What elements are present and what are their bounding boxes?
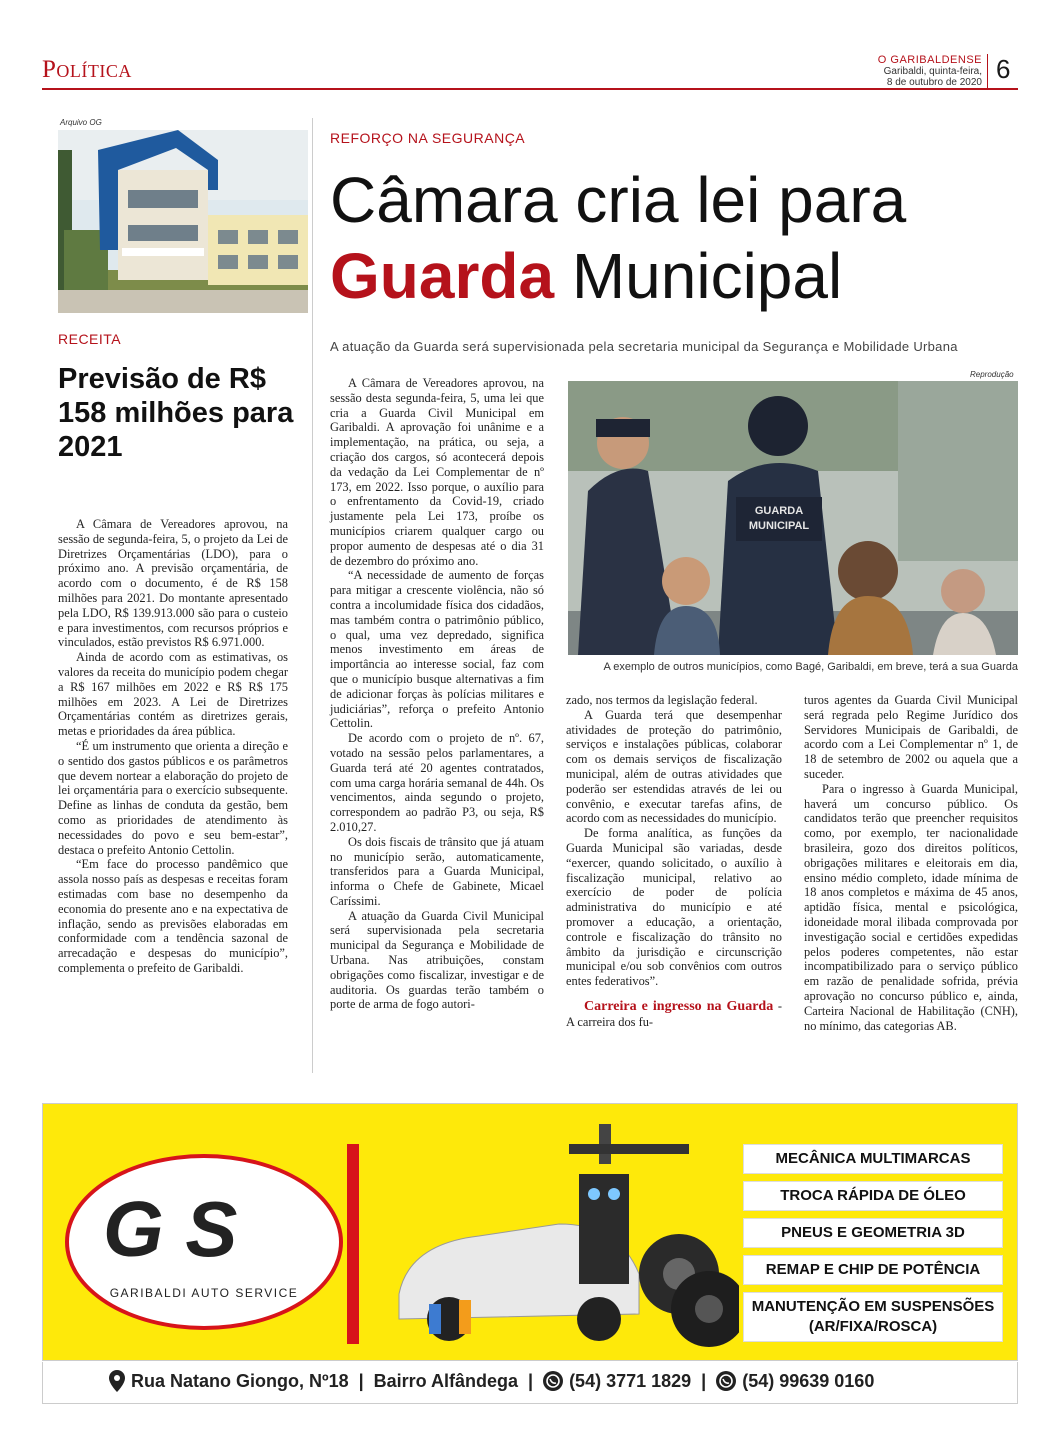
main-photo-credit: Reprodução [970, 370, 1014, 379]
newspaper-name: O GARIBALDENSE [877, 54, 982, 66]
separator: | [701, 1370, 707, 1391]
sidebar-headline: Previsão de R$ 158 milhões para 2021 [58, 363, 294, 463]
vest-text-line-1: GUARDA [754, 505, 804, 517]
article-column-2 [566, 693, 782, 1030]
headline-highlight: Guarda [330, 240, 555, 312]
ad-phone-2: (54) 99639 0160 [742, 1370, 875, 1391]
article-column-3 [804, 693, 1018, 1033]
sidebar-body [58, 517, 288, 976]
ad-logo [65, 1154, 343, 1330]
building-illustration [58, 130, 308, 313]
advertisement [42, 1103, 1018, 1361]
article-paragraph: zado, nos termos da legislação federal. [566, 693, 758, 707]
article-subtitle-tail: - A carreira dos fu- [566, 998, 782, 1029]
ad-district: Bairro Alfândega [373, 1370, 519, 1391]
article-paragraph: A Guarda terá que desempenhar atividades de proteção do patrimônio, serviços e instalações públicas, colaborar com os demais serviços de fiscalização municipal, além de outras atividades que poderão ser estendidas através de lei ou convênio, e executar tarefas afins, de acordo com as necessidades do município. [566, 707, 782, 826]
column-divider [312, 118, 313, 1073]
headline-line-2 [330, 238, 1020, 314]
article-paragraph: A atuação da Guarda Civil Municipal será supervisionada pela secretaria municipal da Segurança e Mobilidade de Urbana. Nas atribuições, constam obrigações como fiscalizar, investigar e de auditoria. Os guardas terão também o porte de arma de fogo autori- [330, 908, 544, 1012]
vest-text-line-2: MUNICIPAL [748, 520, 810, 532]
service-item-4: REMAP E CHIP DE POTÊNCIA [743, 1255, 1003, 1285]
article-subtitle: Carreira e ingresso na Guarda [584, 998, 774, 1014]
article-column-1 [330, 376, 544, 1012]
sidebar-kicker: RECEITA [58, 331, 122, 347]
article-subtitle-paragraph [566, 999, 782, 1030]
header-rule [42, 88, 1018, 90]
service-item-2: TROCA RÁPIDA DE ÓLEO [743, 1181, 1003, 1211]
service-item-5 [743, 1292, 1003, 1342]
guards-photo [568, 381, 1018, 655]
sidebar-photo-credit: Arquivo OG [60, 118, 102, 127]
page-number-divider [987, 54, 988, 88]
main-headline [330, 162, 1020, 314]
service-item-5-line-1: MANUTENÇÃO EM SUSPENSÕES [751, 1298, 995, 1315]
service-item-1: MECÂNICA MULTIMARCAS [743, 1144, 1003, 1174]
article-paragraph: “A necessidade de aumento de forças para mitigar a crescente violência, não só contra a incolumidade física dos cidadãos, mas também contra o patrimônio público, o qual, uma vez depredado, significa menos investimento em áreas de importância ao interesse social, faz com que o município busque alternativas a fim de adicionar forças às polícias militares e judiciárias”, reforça o prefeito Antonio Cettolin. [330, 568, 544, 731]
service-item-5-line-2: (AR/FIXA/ROSCA) [808, 1318, 938, 1335]
main-kicker: REFORÇO NA SEGURANÇA [330, 130, 526, 146]
article-paragraph: Os dois fiscais de trânsito que já atuam no município serão, automaticamente, transferidos para a Guarda Municipal, informa o Chefe de Gabinete, Micael Caríssimi. [330, 834, 544, 908]
whatsapp-icon [543, 1371, 563, 1391]
separator: | [528, 1370, 534, 1391]
article-paragraph: De forma analítica, as funções da Guarda Municipal são variadas, desde “exercer, quando solicitado, o auxílio à fiscalização municipal, relativo ao exercício de poder de polícia administrativa do município e até promover a educação, a orientação, controle e fiscalização do trânsito no âmbito da jurisdição e circunscrição municipal e/ou sob convênios com outros entes federativos”. [566, 826, 782, 989]
ad-address: Rua Natano Giongo, Nº18 [131, 1370, 349, 1391]
garage-equipment-illustration [339, 1124, 739, 1356]
article-paragraph: turos agentes da Guarda Civil Municipal será regrada pelo Regime Jurídico dos Servidores Municipais de Garibaldi, de acordo com a Lei Complementar nº 1, de 18 de setembro de 2002 ou aquela que a suceder. [804, 693, 1018, 781]
service-item-3: PNEUS E GEOMETRIA 3D [743, 1218, 1003, 1248]
guards-illustration [568, 381, 1018, 655]
publication-date [832, 66, 982, 88]
section-title: Política [42, 56, 132, 83]
sidebar-paragraph: A Câmara de Vereadores aprovou, na sessão de segunda-feira, 5, o projeto da Lei de Diretrizes Orçamentárias (LDO), para o próximo ano. A previsão orçamentária, de acordo com o documento, é de R$ 158 milhões para 2021. Do montante apresentado pela LDO, R$ 139.913.000 são para o custeio e para investimentos, com recursos próprios e vinculados, estão previstos R$ 6.971.000. [58, 517, 288, 650]
photo-caption: A exemplo de outros municípios, como Bagé, Garibaldi, em breve, terá a sua Guarda [603, 661, 1018, 673]
date-line-2: 8 de outubro de 2020 [886, 77, 982, 88]
ad-logo-name: GARIBALDI AUTO SERVICE [109, 1286, 299, 1300]
location-pin-icon [109, 1370, 125, 1392]
separator: | [358, 1370, 364, 1391]
headline-line-1: Câmara cria lei para [330, 164, 907, 236]
sidebar-paragraph: Ainda de acordo com as estimativas, os valores da receita do município podem chegar a R$ 167 milhões em 2022 e R$ R$ 175 milhões em 2023. A Lei de Diretrizes Orçamentárias contém as diretrizes gerais, metas e prioridades da área pública. [58, 650, 288, 739]
article-paragraph: De acordo com o projeto de nº. 67, votado na sessão pelos parlamentares, a Guarda terá até 20 agentes contratados, com uma carga horária semanal de 44h. Os vencimentos, ainda segundo o projeto, correspondem ao padrão P3, ou seja, R$ 2.010,27. [330, 731, 544, 834]
ad-phone-1: (54) 3771 1829 [569, 1370, 692, 1391]
whatsapp-icon [716, 1371, 736, 1391]
page-number: 6 [996, 54, 1011, 84]
article-paragraph: Para o ingresso à Guarda Municipal, haverá um concurso público. Os candidatos terão que preencher requisitos como, por exemplo, ter nacionalidade brasileira, gozo dos direitos políticos, obrigações militares e eleitorais em dia, ensino médio completo, idade mínima de 18 anos completos e máxima de 45 anos, aptidão física, mental e psicológica, idoneidade moral ilibada comprovada por investigação social e certidões expedidas pelos poderes competentes, não estar incompatibilizado para o serviço público em razão de penalidade sofrida, prévia aprovação no concurso público e, ainda, Carteira Nacional de Habilitação (CNH), no mínimo, das categorias AB. [804, 781, 1018, 1033]
ad-logo-letters: G S [103, 1185, 238, 1273]
building-photo [58, 130, 308, 313]
ad-contact-line [109, 1370, 874, 1392]
article-paragraph: A Câmara de Vereadores aprovou, na sessão desta segunda-feira, 5, uma lei que cria a Guarda Civil Municipal em Garibaldi. A aprovação foi unânime e a implementação, na prática, ou seja, a criação dos cargos, só acontecerá depois da vedação da Lei Complementar de nº 173, em 2022. Isso porque, o auxílio para o enfrentamento da Covid-19, criado justamente pela Lei 173, proíbe os municípios criarem qualquer cargo ou propor aumento de despesas até o dia 31 de dezembro do próximo ano. [330, 376, 544, 568]
sidebar-paragraph: “É um instrumento que orienta a direção e o sentido dos gastos públicos e os parâmetros que devem nortear a elaboração do projeto de lei orçamentária para o exercício subsequente. Define as linhas de conduta da gestão, bem como as prioridades de atendimento às necessidades do povo e seu bem-estar”, destaca o prefeito Antonio Cettolin. [58, 738, 288, 857]
date-line-1: Garibaldi, quinta-feira, [883, 66, 982, 77]
headline-rest: Municipal [554, 240, 843, 312]
main-subhead: A atuação da Guarda será supervisionada pela secretaria municipal da Segurança e Mobilidade Urbana [330, 339, 958, 354]
sidebar-paragraph: “Em face do processo pandêmico que assola nosso país as despesas e receitas foram estimadas com base no desempenho da economia do presente ano e na expectativa de inflação, sendo as previsões elaboradas em conformidade com a tendência sazonal de arrecadação e despesas do município”, complementa o prefeito de Garibaldi. [58, 857, 288, 975]
ad-contact-bar [42, 1362, 1018, 1404]
